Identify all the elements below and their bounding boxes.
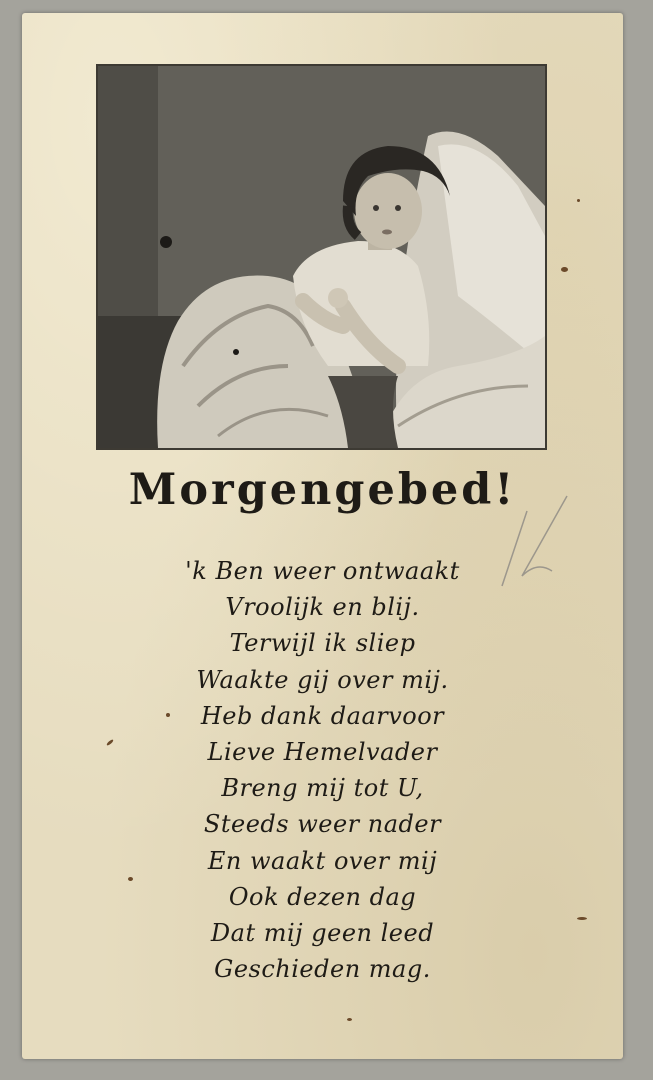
stain-mark xyxy=(577,917,587,920)
poem-line: Lieve Hemelvader xyxy=(207,737,438,766)
poem-line: 'k Ben weer ontwaakt xyxy=(185,557,460,585)
card-photo xyxy=(96,64,547,450)
stain-mark xyxy=(561,267,568,272)
poem-line: Breng mij tot U, xyxy=(221,774,424,803)
poem-line: En waakt over mij xyxy=(207,846,438,875)
poem-line: Dat mij geen leed xyxy=(210,918,435,947)
stain-mark xyxy=(577,199,580,202)
stain-mark xyxy=(128,877,133,881)
poem-line: Ook dezen dag xyxy=(228,882,417,911)
card-title: Morgengebed! xyxy=(128,465,517,515)
poem-line: Waakte gij over mij. xyxy=(196,665,449,694)
child-in-bed-illustration xyxy=(98,66,545,448)
poem-line: Steeds weer nader xyxy=(203,810,442,839)
pencil-mark xyxy=(492,491,572,601)
poem-line: Terwijl ik sliep xyxy=(229,629,416,658)
poem-line: Vroolijk en blij. xyxy=(225,593,420,622)
poem xyxy=(22,553,623,987)
stain-mark xyxy=(166,713,170,717)
prayer-card xyxy=(22,13,623,1059)
stain-mark xyxy=(347,1018,352,1021)
poem-line: Geschieden mag. xyxy=(214,955,431,984)
poem-line: Heb dank daarvoor xyxy=(200,701,445,730)
